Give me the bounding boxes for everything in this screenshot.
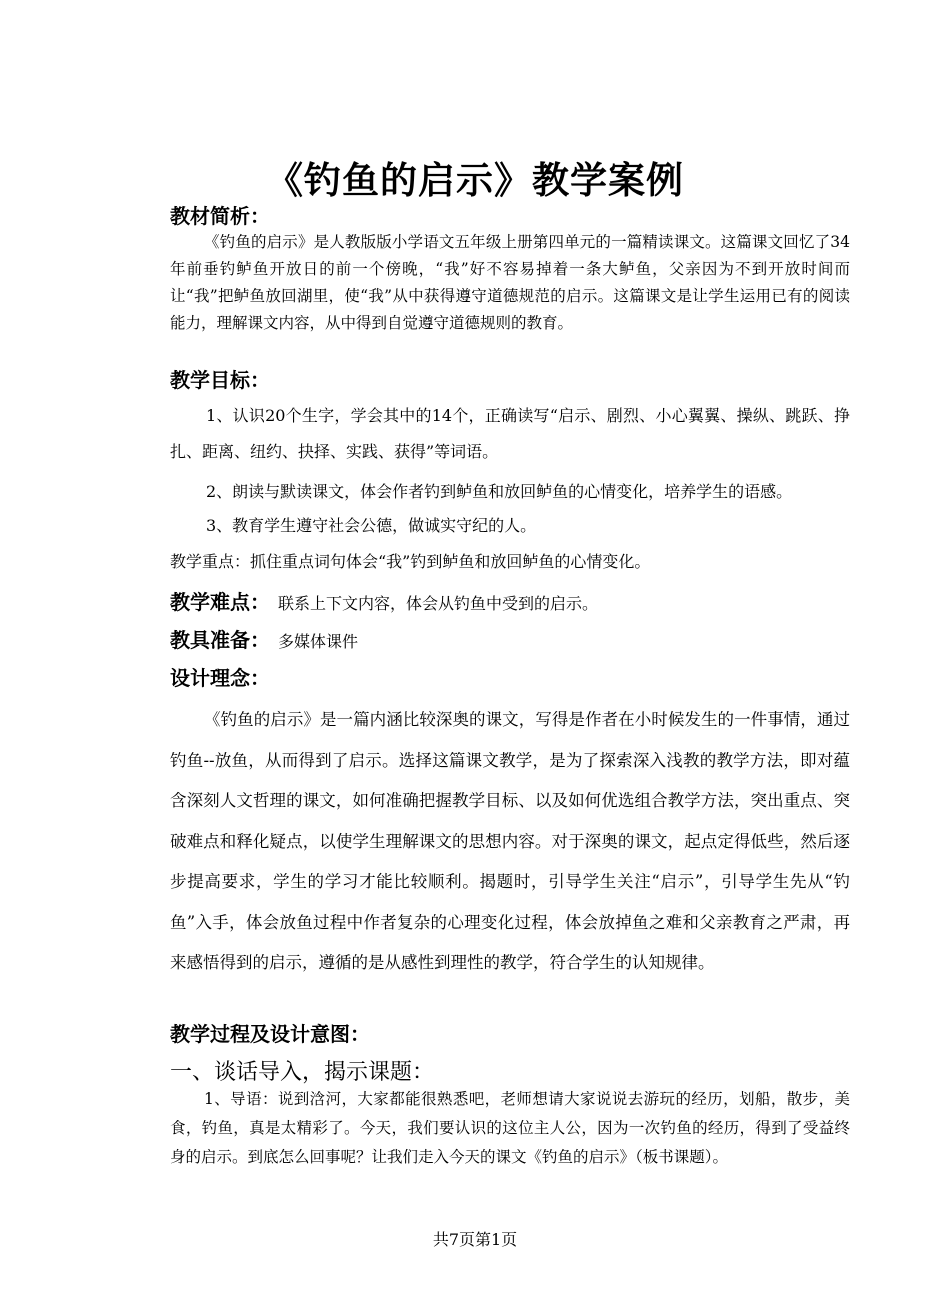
paragraph-section-1: 1、导语：说到浛河，大家都能很熟悉吧，老师想请大家说说去游玩的经历，划船，散步，美食，钓鱼，真是太精彩了。今天，我们要认识的这位主人公，因为一次钓鱼的经历，得到了受益终身的启示。到底怎么回事呢？让我们走入今天的课文《钓鱼的启示》（板书课题）。 xyxy=(170,1090,850,1166)
heading-teaching-process: 教学过程及设计意图： xyxy=(170,1022,370,1046)
heading-difficulty: 教学难点： xyxy=(170,590,270,614)
materials-text: 多媒体课件 xyxy=(278,632,359,651)
heading-textbook-analysis: 教材简析： xyxy=(170,204,270,228)
goal-item-1: 1、认识20个生字，学会其中的14个，正确读写“启示、剧烈、小心翼翼、操纵、跳跃、挣扎、距离、纽约、抉择、实践、获得”等词语。 xyxy=(170,406,850,461)
page-footer: 共7页第1页 xyxy=(432,1230,518,1249)
section-1-title: 一、谈话导入，揭示课题： xyxy=(170,1060,435,1085)
heading-design-concept: 设计理念： xyxy=(170,666,270,690)
difficulty-text: 联系上下文内容，体会从钓鱼中受到的启示。 xyxy=(278,594,599,613)
paragraph-textbook-analysis: 《钓鱼的启示》是人教版版小学语文五年级上册第四单元的一篇精读课文。这篇课文回忆了34年前垂钓鲈鱼开放日的前一个傍晚，“我”好不容易掉着一条大鲈鱼，父亲因为不到开放时间而让“我”把鲈鱼放回湖里，使“我”从中获得遵守道德规范的启示。这篇课文是让学生运用已有的阅读能力，理解课文内容，从中得到自觉遵守道德规则的教育。 xyxy=(170,233,850,332)
difficulty-row xyxy=(170,586,598,615)
document-title: 《钓鱼的启示》教学案例 xyxy=(266,159,684,202)
goal-item-3: 3、教育学生遵守社会公德，做诚实守纪的人。 xyxy=(206,516,537,535)
key-point: 教学重点：抓住重点词句体会“我”钓到鲈鱼和放回鲈鱼的心情变化。 xyxy=(170,552,651,571)
heading-materials: 教具准备： xyxy=(170,628,270,652)
materials-row xyxy=(170,624,358,653)
paragraph-design-concept: 《钓鱼的启示》是一篇内涵比较深奥的课文，写得是作者在小时候发生的一件事情，通过钓鱼--放鱼，从而得到了启示。选择这篇课文教学，是为了探索深入浅教的教学方法，即对蕴含深刻人文哲理的课文，如何准确把握教学目标、以及如何优选组合教学方法，突出重点、突破难点和释化疑点，以使学生理解课文的思想内容。对于深奥的课文，起点定得低些，然后逐步提高要求，学生的学习才能比较顺利。揭题时，引导学生关注“启示”，引导学生先从“钓鱼”入手，体会放鱼过程中作者复杂的心理变化过程，体会放掉鱼之难和父亲教育之严肃，再来感悟得到的启示，遵循的是从感性到理性的教学，符合学生的认知规律。 xyxy=(170,710,850,972)
heading-teaching-goals: 教学目标： xyxy=(170,368,270,392)
goal-item-2: 2、朗读与默读课文，体会作者钓到鲈鱼和放回鲈鱼的心情变化，培养学生的语感。 xyxy=(206,482,793,501)
